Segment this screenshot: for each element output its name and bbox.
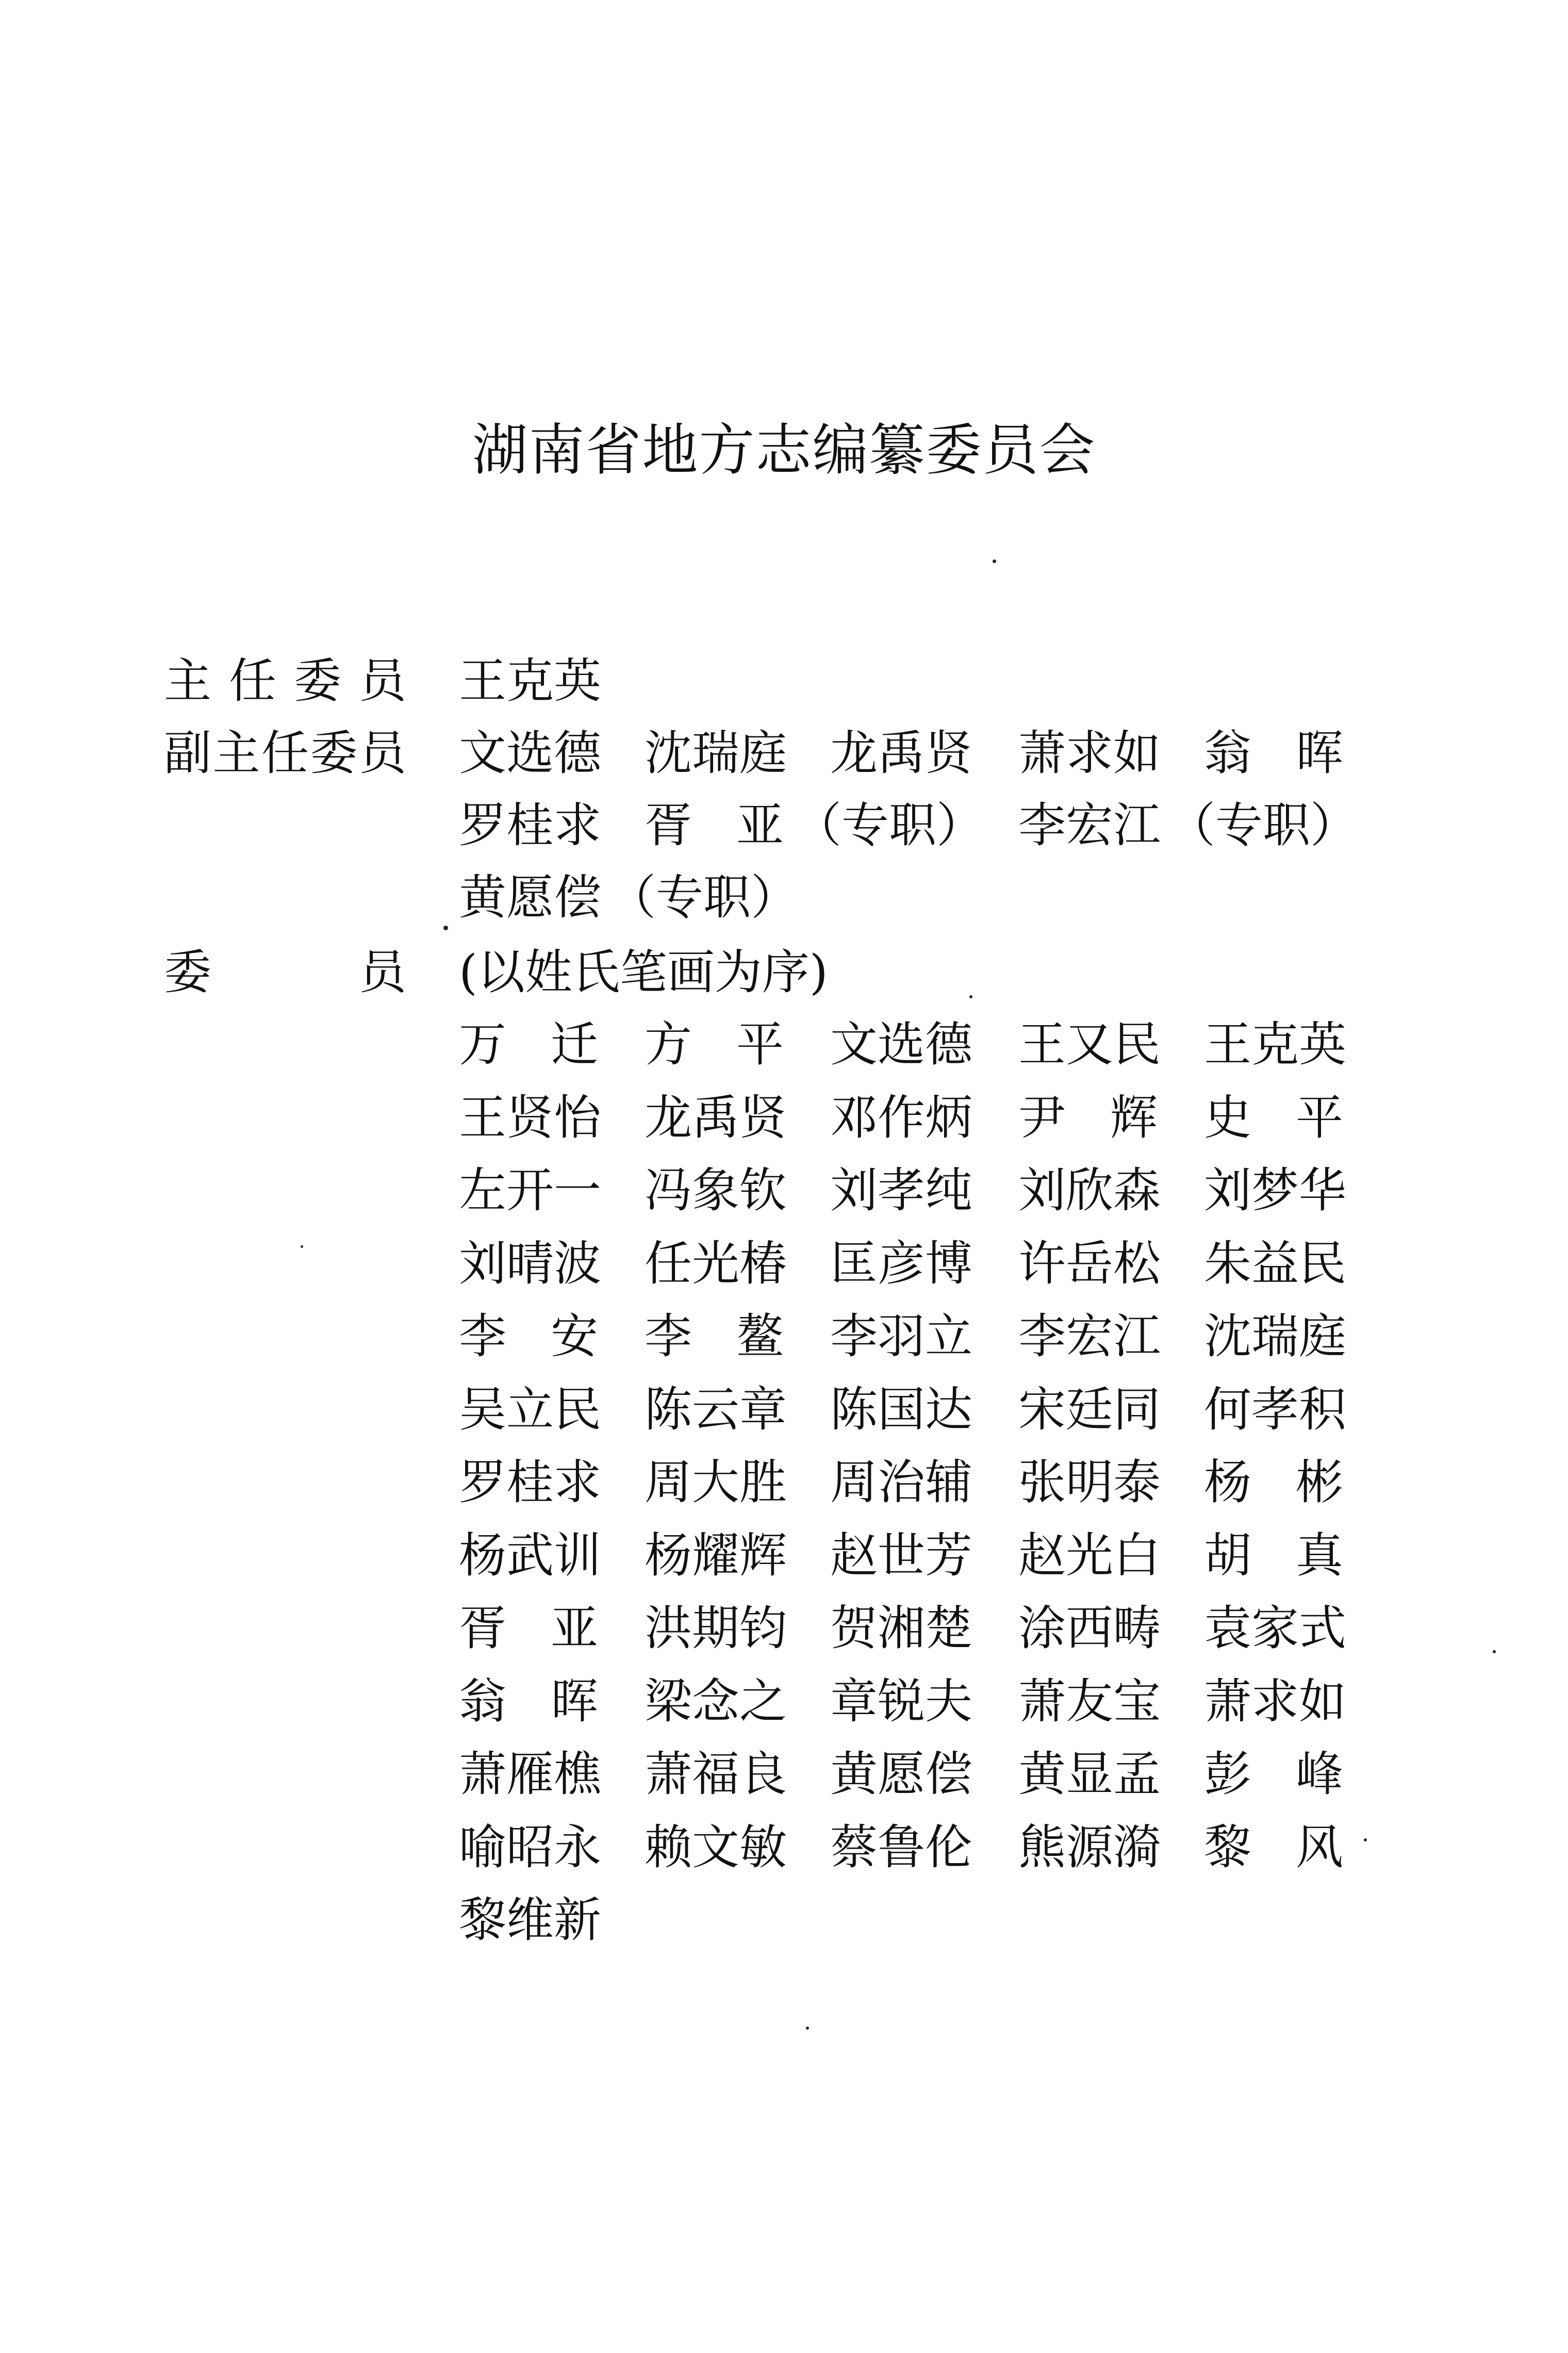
member-name: 黎 风 bbox=[1204, 1820, 1343, 1875]
vice-director-label: 副 主 任 委 员 bbox=[164, 726, 406, 781]
member-name: 洪 期 钧 bbox=[645, 1601, 787, 1656]
scan-speck bbox=[993, 560, 996, 563]
member-name: 王 克 英 bbox=[1204, 1017, 1347, 1072]
director-name: 王 克 英 bbox=[459, 653, 602, 709]
vice-director-name: 黄 愿 偿 bbox=[459, 870, 602, 925]
member-name: 黄 显 孟 bbox=[1018, 1747, 1161, 1802]
member-name: 龙 禹 贤 bbox=[645, 1090, 787, 1145]
member-name: 王 贤 怡 bbox=[459, 1090, 602, 1145]
vice-director-name: 沈 瑞 庭 bbox=[645, 726, 787, 781]
member-name: 许 岳 松 bbox=[1018, 1236, 1161, 1291]
vice-director-name: 萧 求 如 bbox=[1018, 726, 1161, 781]
member-name: 邓 作 炳 bbox=[830, 1090, 973, 1145]
vice-director-name: 翁 晖 bbox=[1204, 726, 1343, 781]
member-name: 胥 亚 bbox=[459, 1601, 598, 1656]
member-name: 赵 世 芳 bbox=[830, 1528, 973, 1583]
vice-director-name: 文 选 德 bbox=[459, 726, 602, 781]
member-name: 李 羽 立 bbox=[830, 1309, 973, 1364]
member-name: 赵 光 白 bbox=[1018, 1528, 1161, 1583]
scan-speck bbox=[1364, 1838, 1367, 1841]
member-name: 翁 晖 bbox=[459, 1674, 598, 1729]
member-name: 左 开 一 bbox=[459, 1163, 602, 1218]
vice-director-name: 胥 亚 bbox=[645, 798, 784, 853]
member-name: 王 又 民 bbox=[1018, 1017, 1161, 1072]
member-name: 李 鳌 bbox=[645, 1309, 784, 1364]
member-name: 周 大 胜 bbox=[645, 1455, 787, 1510]
member-name: 李 宏 江 bbox=[1018, 1309, 1161, 1364]
member-name: 沈 瑞 庭 bbox=[1204, 1309, 1347, 1364]
member-label: 委 员 bbox=[164, 945, 406, 1000]
member-name: 陈 云 章 bbox=[645, 1382, 787, 1437]
member-name: 宋 廷 同 bbox=[1018, 1382, 1161, 1437]
member-name: 刘 孝 纯 bbox=[830, 1163, 973, 1218]
member-name: 章 锐 夫 bbox=[830, 1674, 973, 1729]
vice-director-name: 李 宏 江 bbox=[1018, 798, 1161, 853]
member-order-note: (以姓氏笔画为序) bbox=[459, 945, 828, 1000]
member-name: 史 平 bbox=[1204, 1090, 1343, 1145]
member-name: 萧 友 宝 bbox=[1018, 1674, 1161, 1729]
full-time-note: （专职） bbox=[794, 798, 984, 853]
member-name: 彭 峰 bbox=[1204, 1747, 1343, 1802]
member-name: 文 选 德 bbox=[830, 1017, 973, 1072]
vice-director-name: 龙 禹 贤 bbox=[830, 726, 973, 781]
member-name: 蔡 鲁 伦 bbox=[830, 1820, 973, 1875]
member-name: 方 平 bbox=[645, 1017, 784, 1072]
scan-speck bbox=[443, 926, 448, 930]
member-name: 熊 源 漪 bbox=[1018, 1820, 1161, 1875]
member-name: 梁 念 之 bbox=[645, 1674, 787, 1729]
member-name: 尹 辉 bbox=[1018, 1090, 1158, 1145]
member-name: 吴 立 民 bbox=[459, 1382, 602, 1437]
member-name: 胡 真 bbox=[1204, 1528, 1343, 1583]
member-name: 罗 桂 求 bbox=[459, 1455, 602, 1510]
member-name: 冯 象 钦 bbox=[645, 1163, 787, 1218]
member-name: 黄 愿 偿 bbox=[830, 1747, 973, 1802]
full-time-note: （专职） bbox=[608, 870, 799, 925]
member-name: 何 孝 积 bbox=[1204, 1382, 1347, 1437]
member-name: 黎 维 新 bbox=[459, 1893, 602, 1948]
member-name: 任 光 椿 bbox=[645, 1236, 787, 1291]
member-name: 贺 湘 楚 bbox=[830, 1601, 973, 1656]
member-name: 张 明 泰 bbox=[1018, 1455, 1161, 1510]
member-name: 李 安 bbox=[459, 1309, 598, 1364]
member-name: 刘 梦 华 bbox=[1204, 1163, 1347, 1218]
member-name: 涂 西 畴 bbox=[1018, 1601, 1161, 1656]
member-name: 萧 福 良 bbox=[645, 1747, 787, 1802]
member-name: 杨 武 训 bbox=[459, 1528, 602, 1583]
scan-speck bbox=[806, 2027, 809, 2030]
director-label: 主 任 委 员 bbox=[164, 653, 406, 709]
member-name: 陈 国 达 bbox=[830, 1382, 973, 1437]
member-name: 喻 昭 永 bbox=[459, 1820, 602, 1875]
member-name: 匡 彦 博 bbox=[830, 1236, 973, 1291]
member-name: 赖 文 敏 bbox=[645, 1820, 787, 1875]
scan-speck bbox=[1493, 1650, 1496, 1653]
scan-speck bbox=[301, 1245, 303, 1248]
page-title: 湖南省地方志编纂委员会 bbox=[472, 418, 1096, 483]
member-name: 萧 雁 樵 bbox=[459, 1747, 602, 1802]
member-name: 周 治 辅 bbox=[830, 1455, 973, 1510]
member-name: 袁 家 式 bbox=[1204, 1601, 1347, 1656]
member-name: 杨 彬 bbox=[1204, 1455, 1343, 1510]
full-time-note: （专职） bbox=[1168, 798, 1358, 853]
vice-director-name: 罗 桂 求 bbox=[459, 798, 602, 853]
member-name: 万 迁 bbox=[459, 1017, 598, 1072]
member-name: 刘 晴 波 bbox=[459, 1236, 602, 1291]
member-name: 萧 求 如 bbox=[1204, 1674, 1347, 1729]
member-name: 朱 益 民 bbox=[1204, 1236, 1347, 1291]
member-name: 刘 欣 森 bbox=[1018, 1163, 1161, 1218]
scan-speck bbox=[969, 995, 972, 998]
member-name: 杨 耀 辉 bbox=[645, 1528, 787, 1583]
